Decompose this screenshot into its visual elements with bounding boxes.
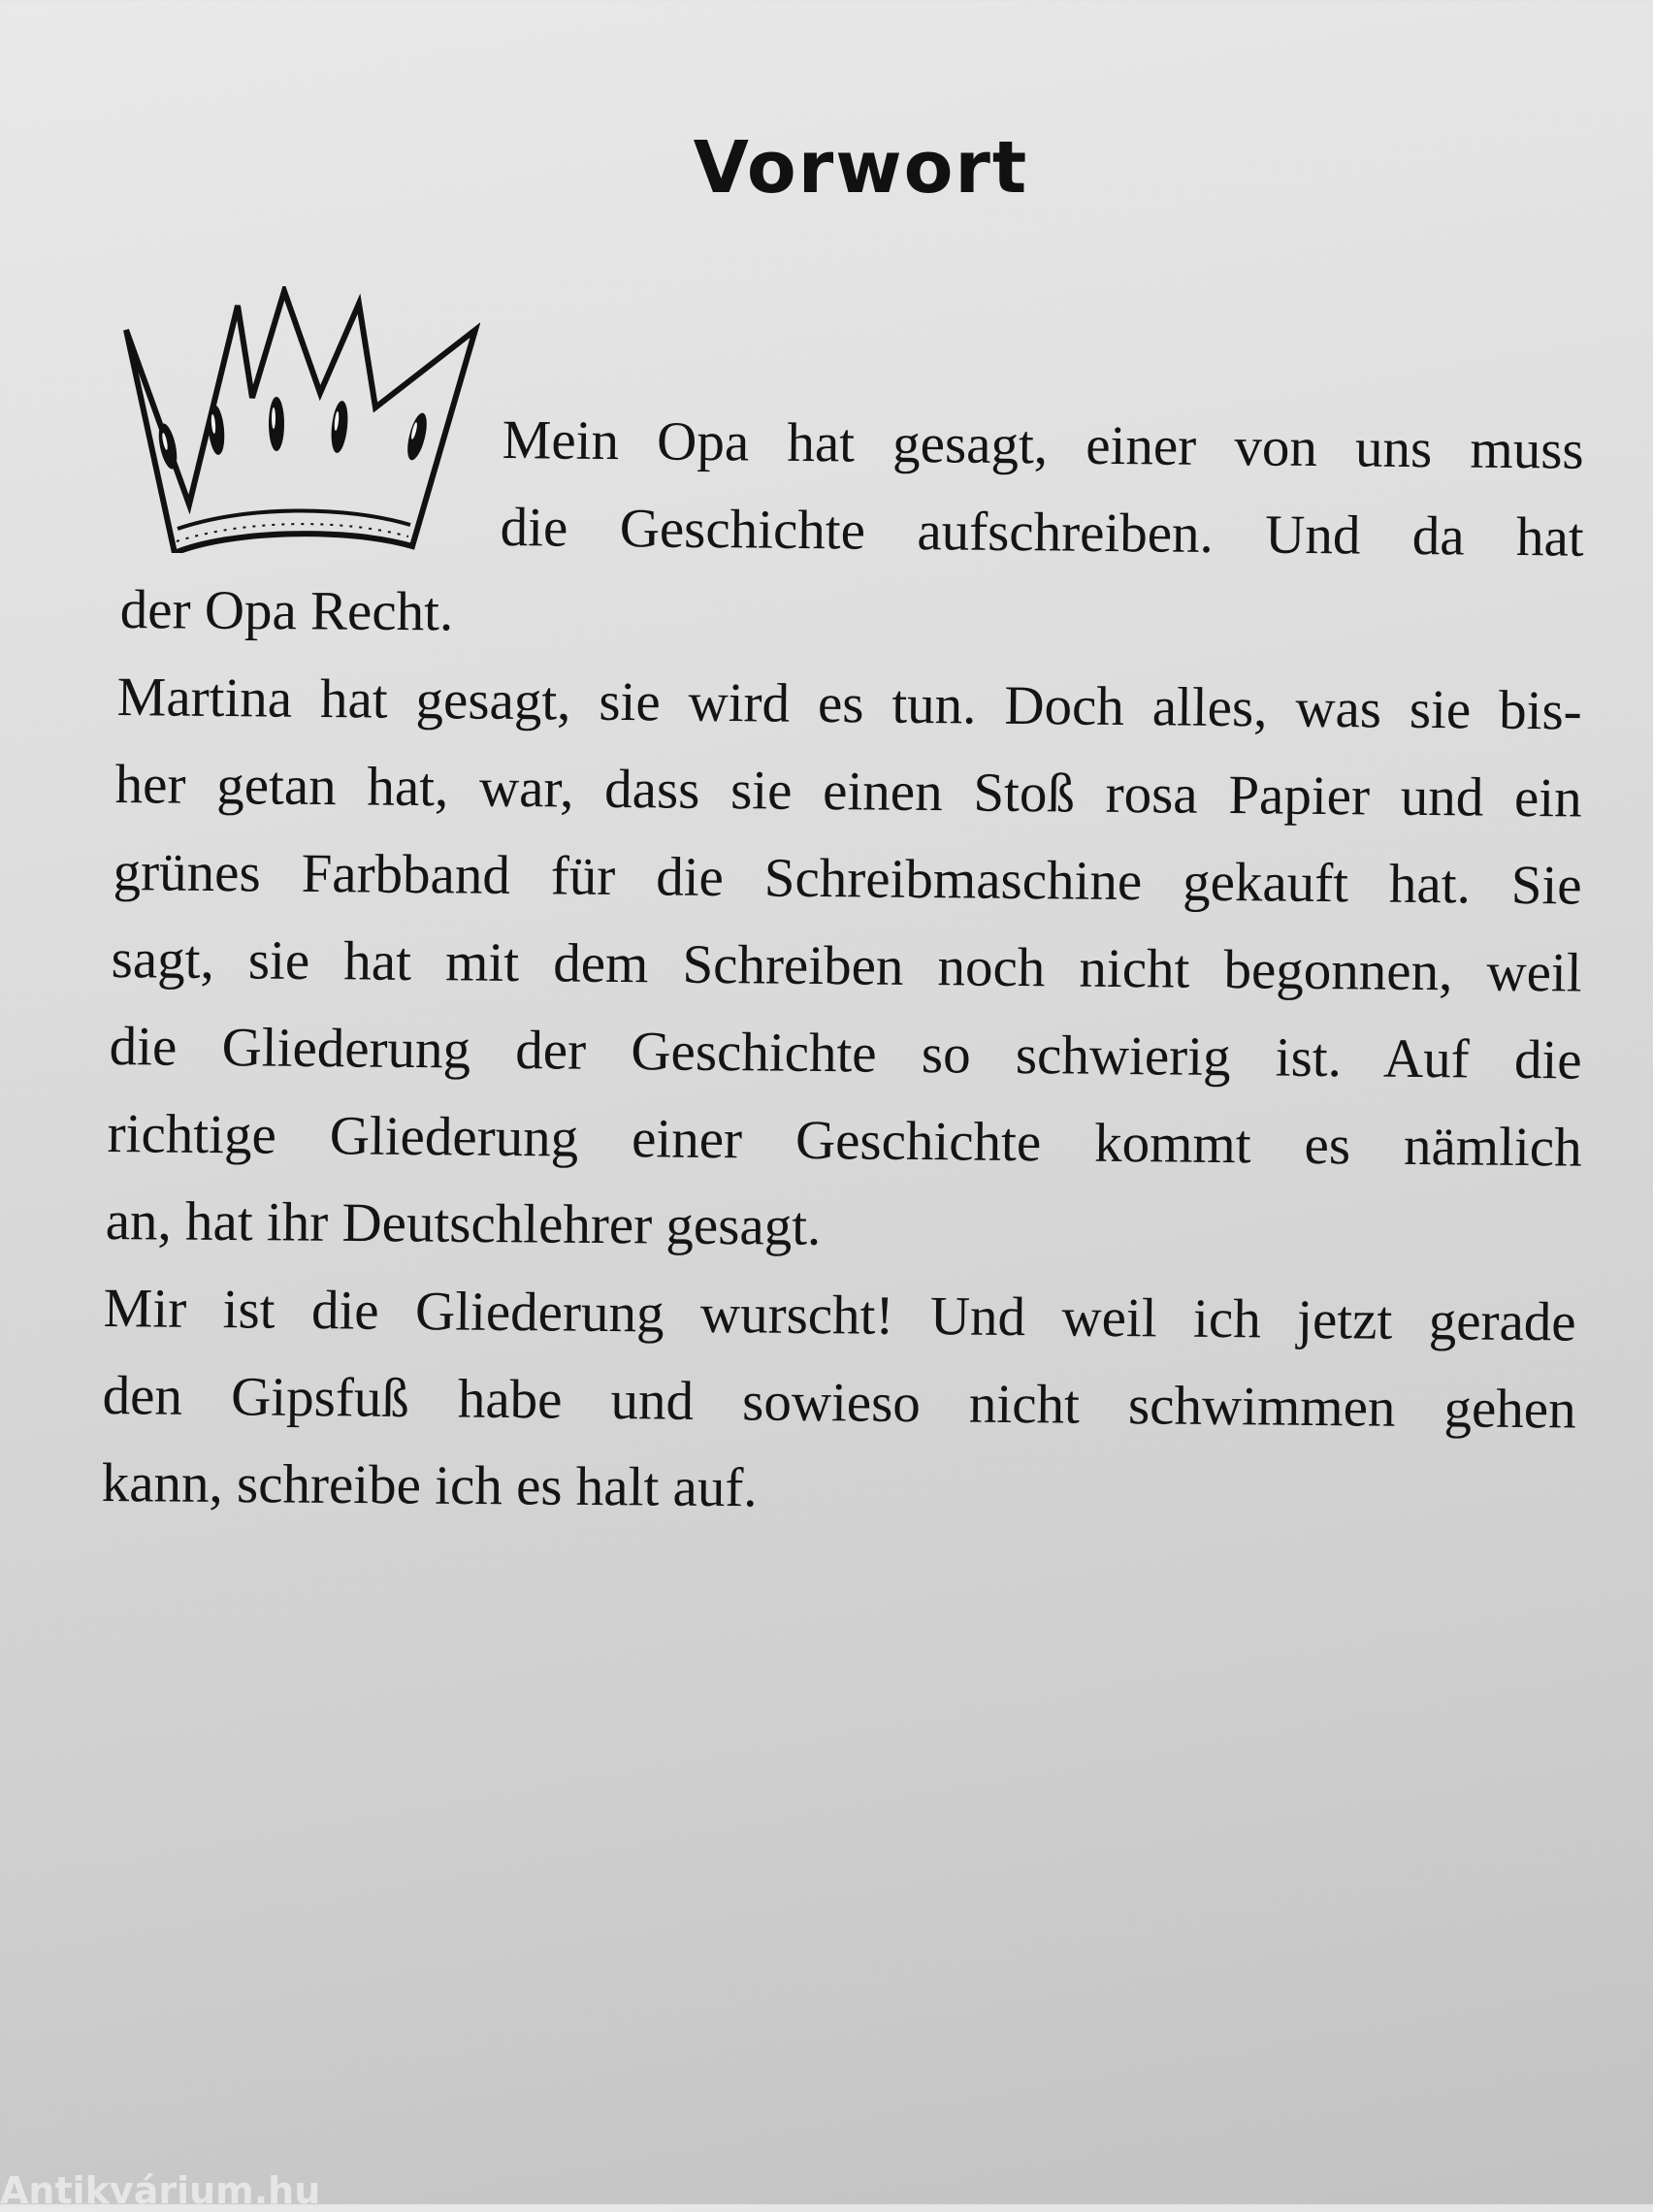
text-line: Mir ist die Gliederung wurscht! Und weil ich jetzt gerade bbox=[103, 1278, 1576, 1353]
text-line: an, hat ihr Deutschlehrer gesagt. bbox=[105, 1190, 822, 1257]
text-line: der Opa Recht. bbox=[119, 579, 454, 643]
text-line: Martina hat gesagt, sie wird es tun. Doch alles, was sie bis- bbox=[116, 667, 1582, 742]
text-line: richtige Gliederung einer Geschichte kommt es nämlich bbox=[107, 1103, 1582, 1179]
crown-icon bbox=[121, 286, 480, 553]
page-title: Vorwort bbox=[693, 126, 1029, 210]
text-line: die Gliederung der Geschichte so schwierig ist. Auf die bbox=[109, 1016, 1582, 1091]
text-line: Mein Opa hat gesagt, einer von uns muss bbox=[502, 409, 1584, 481]
watermark: Antikvárium.hu bbox=[0, 2169, 321, 2212]
text-line: den Gipsfuß habe und sowieso nicht schwimmen gehen bbox=[102, 1365, 1576, 1441]
text-line: kann, schreibe ich es halt auf. bbox=[101, 1452, 758, 1519]
text-line: her getan hat, war, dass sie einen Stoß rosa Papier und ein bbox=[114, 754, 1582, 830]
text-line: die Geschichte aufschreiben. Und da hat bbox=[500, 497, 1584, 569]
text-line: grünes Farbband für die Schreibmaschine gekauft hat. Sie bbox=[113, 841, 1582, 917]
text-line: sagt, sie hat mit dem Schreiben noch nicht begonnen, weil bbox=[111, 928, 1582, 1004]
